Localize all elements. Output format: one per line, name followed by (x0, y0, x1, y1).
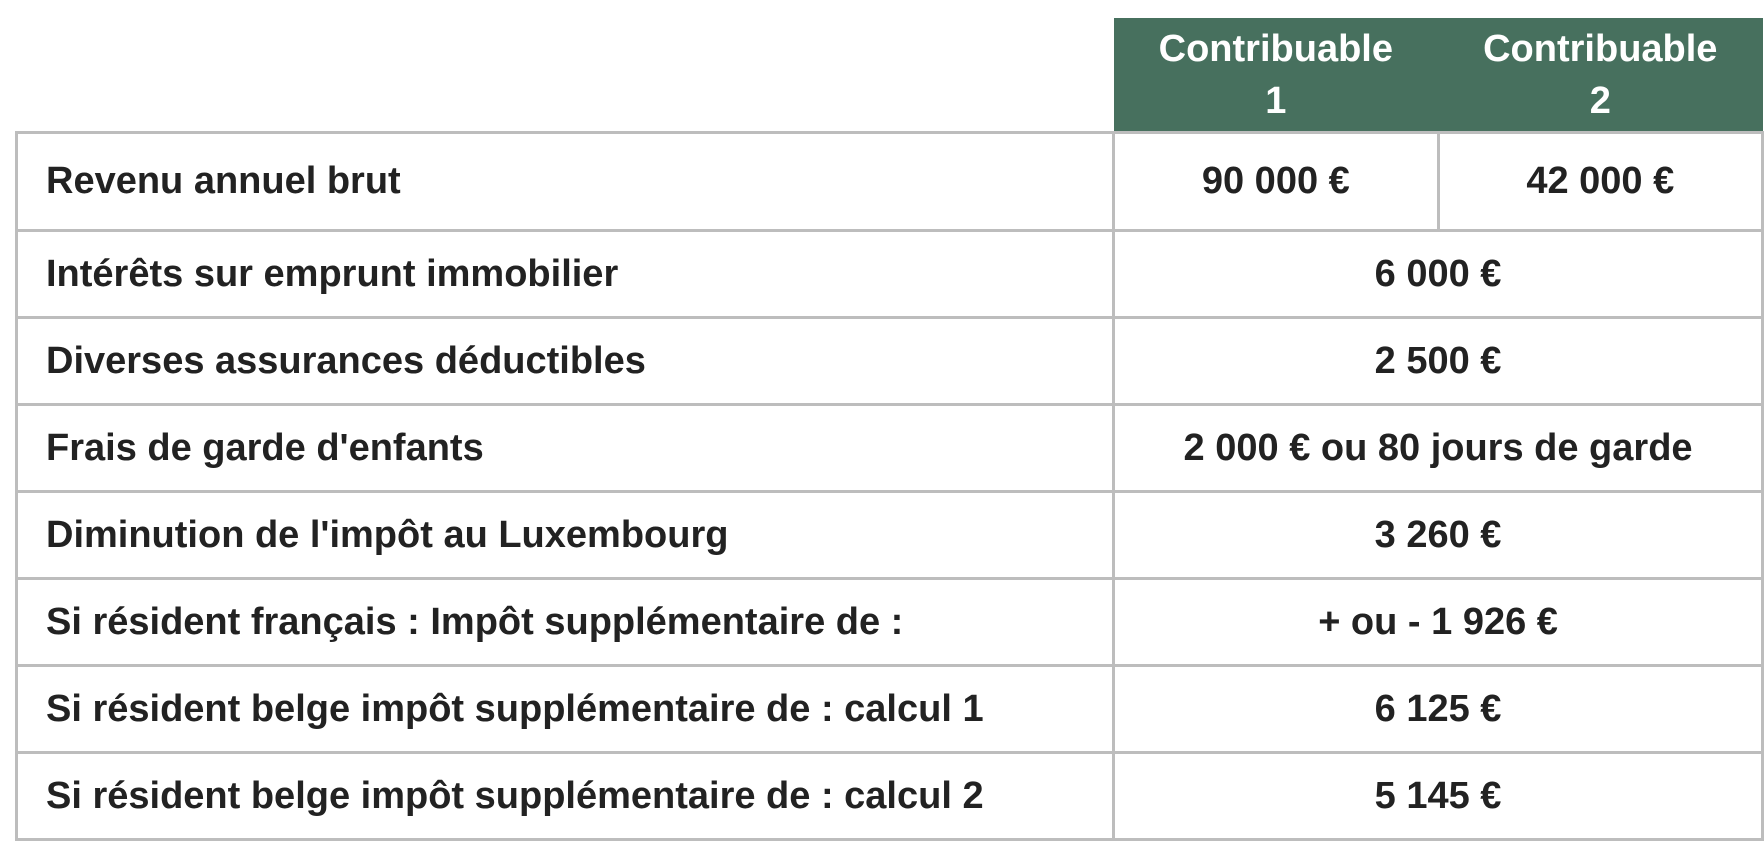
row-label: Diverses assurances déductibles (17, 318, 1114, 405)
table-row-revenu (17, 133, 1763, 231)
row-value-contribuable-2: 42 000 € (1438, 133, 1762, 231)
header-contribuable-2 (1438, 18, 1762, 133)
row-label: Si résident belge impôt supplémentaire de : calcul 1 (17, 666, 1114, 753)
row-label: Diminution de l'impôt au Luxembourg (17, 492, 1114, 579)
table-row-assurances (17, 318, 1763, 405)
row-label: Frais de garde d'enfants (17, 405, 1114, 492)
header-col1-line1: Contribuable (1158, 27, 1393, 70)
row-value-contribuable-1: 90 000 € (1114, 133, 1438, 231)
table-row-resident-francais (17, 579, 1763, 666)
header-contribuable-1 (1114, 18, 1438, 133)
row-value: + ou - 1 926 € (1114, 579, 1763, 666)
row-value: 2 500 € (1114, 318, 1763, 405)
tax-comparison-table (15, 18, 1764, 841)
table-row-frais-garde (17, 405, 1763, 492)
header-col2-line1: Contribuable (1483, 27, 1718, 70)
row-value: 6 000 € (1114, 231, 1763, 318)
table-row-diminution-impot (17, 492, 1763, 579)
row-label: Si résident belge impôt supplémentaire de : calcul 2 (17, 753, 1114, 840)
row-value: 2 000 € ou 80 jours de garde (1114, 405, 1763, 492)
header-col1-line2: 1 (1265, 79, 1287, 122)
header-col2-line2: 2 (1589, 79, 1611, 122)
row-label: Si résident français : Impôt supplémentaire de : (17, 579, 1114, 666)
row-label: Revenu annuel brut (17, 133, 1114, 231)
table-row-interets (17, 231, 1763, 318)
table-row-resident-belge-calcul-2 (17, 753, 1763, 840)
header-empty-cell (17, 18, 1114, 133)
header-row (17, 18, 1763, 133)
row-value: 6 125 € (1114, 666, 1763, 753)
table-row-resident-belge-calcul-1 (17, 666, 1763, 753)
row-value: 3 260 € (1114, 492, 1763, 579)
tax-comparison-table-wrapper (15, 18, 1764, 841)
row-value: 5 145 € (1114, 753, 1763, 840)
row-label: Intérêts sur emprunt immobilier (17, 231, 1114, 318)
